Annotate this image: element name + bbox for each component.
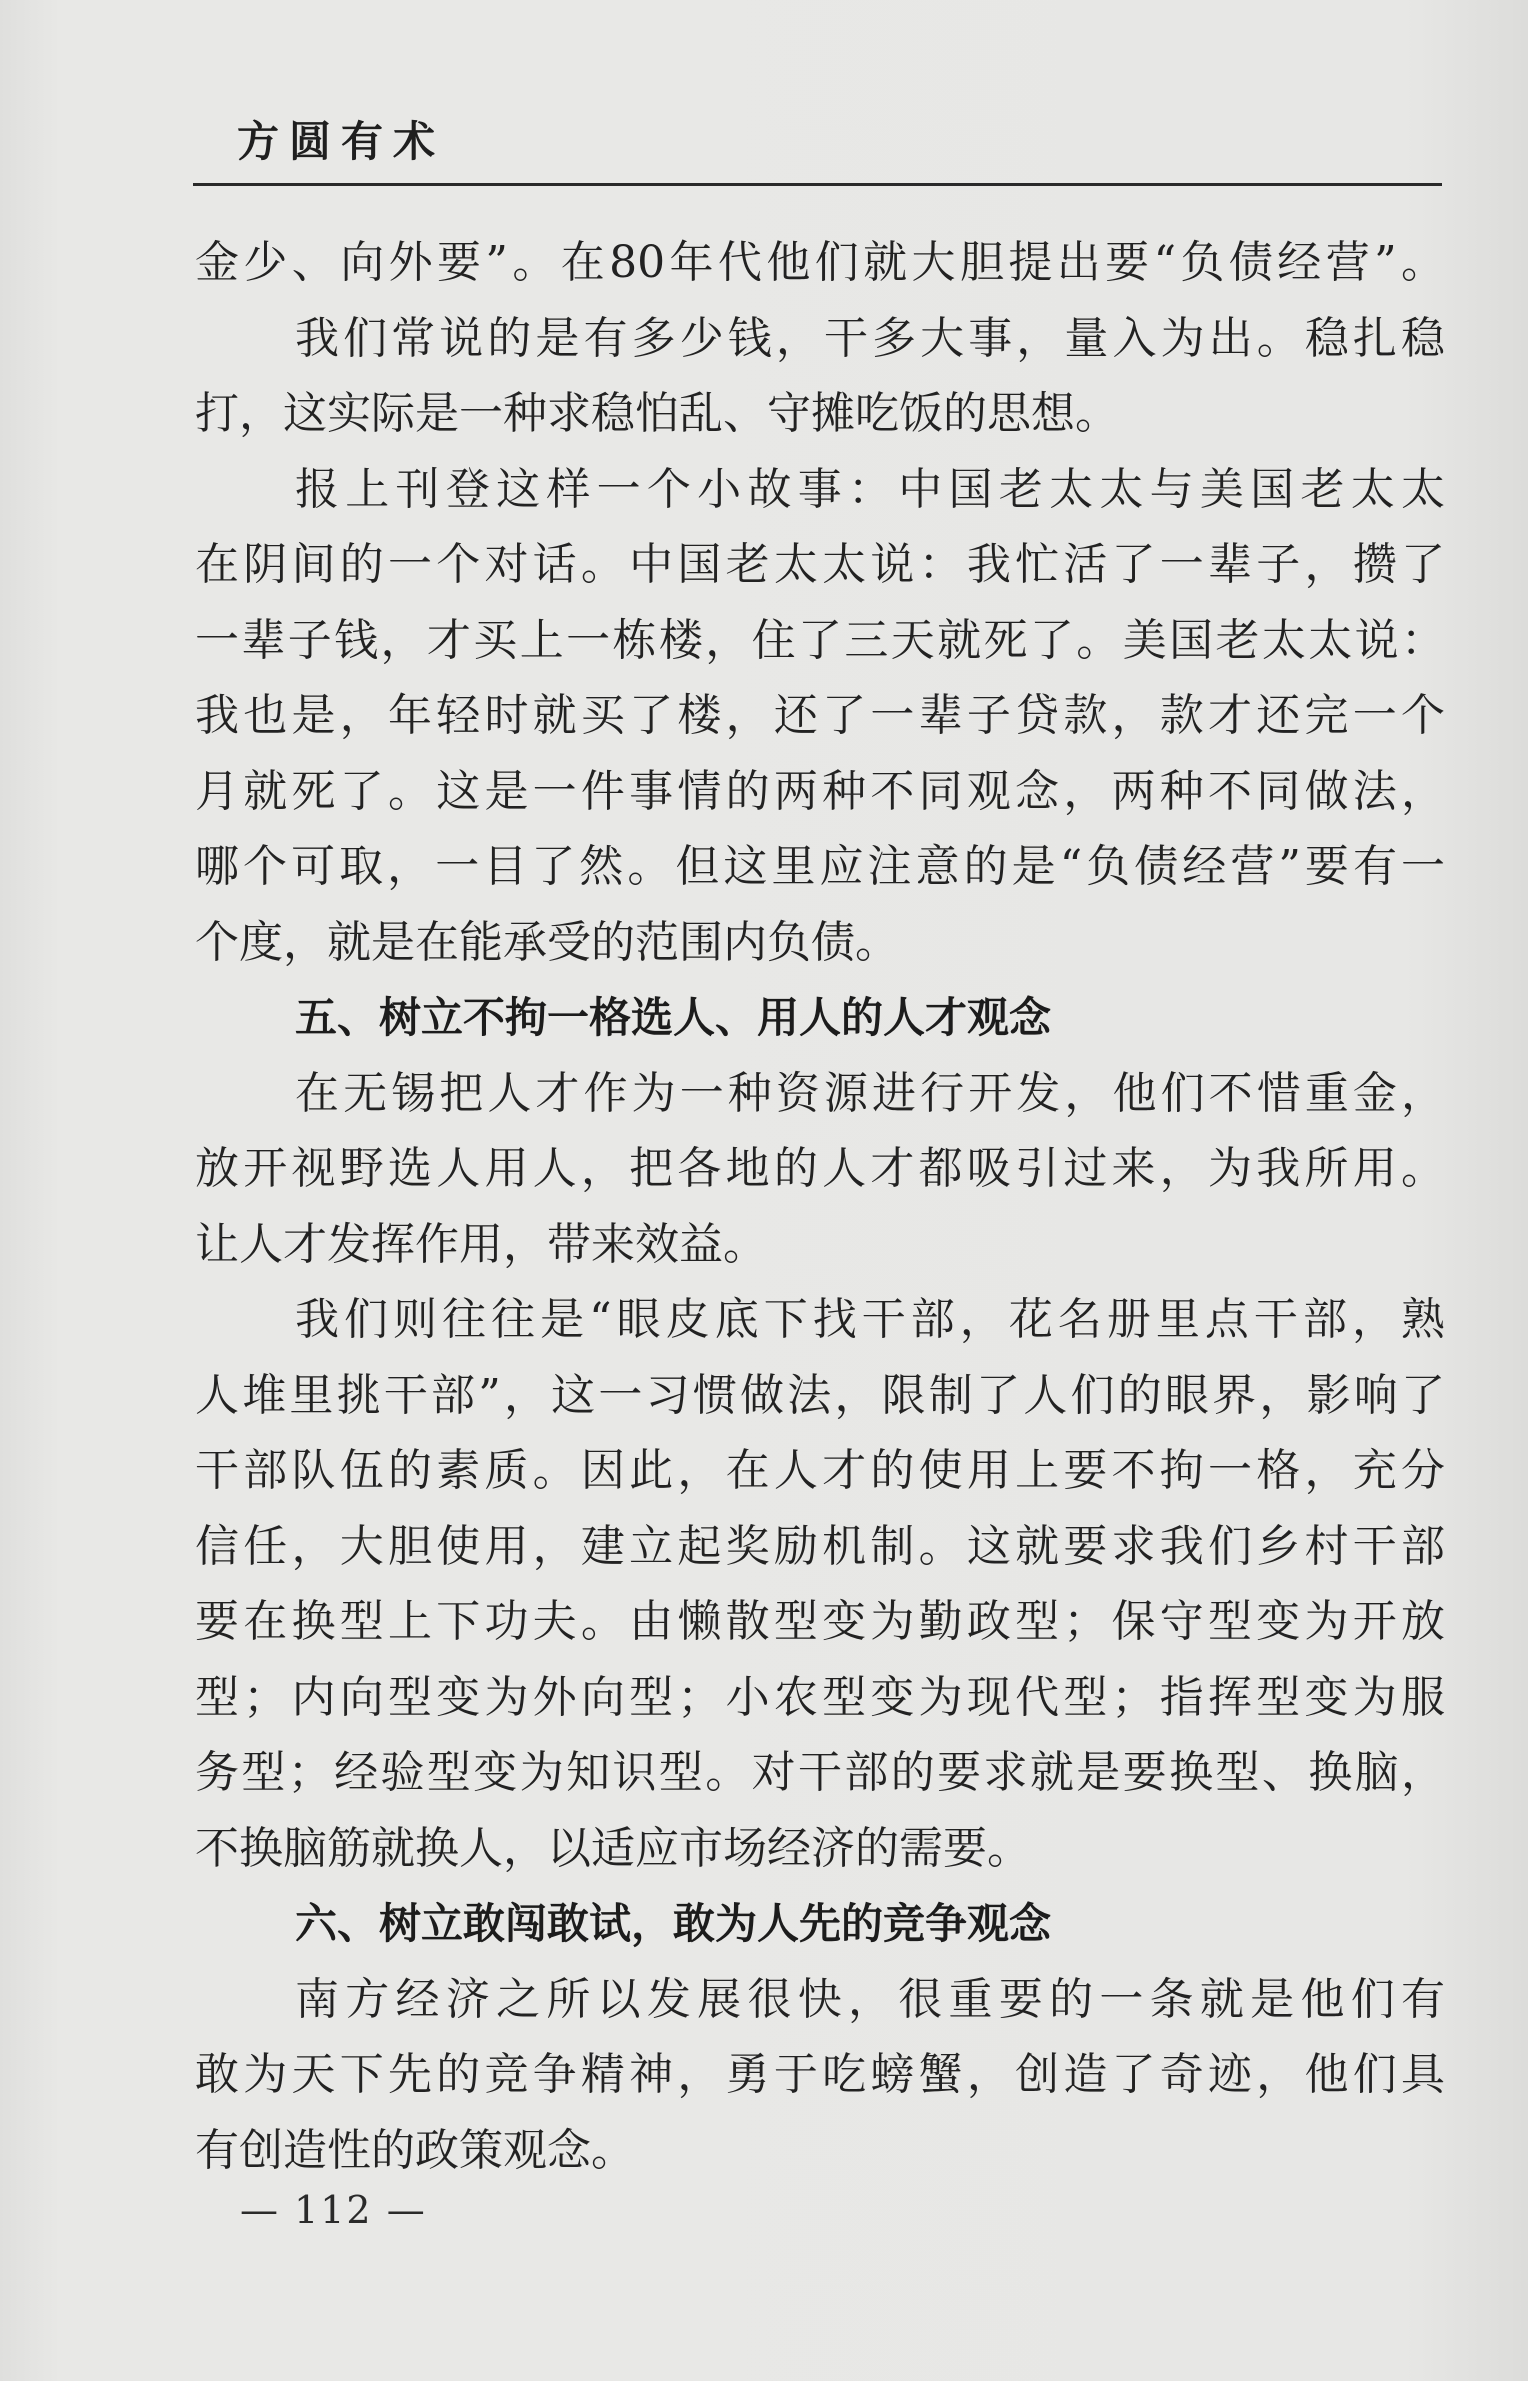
text-line: 干部队伍的素质。因此，在人才的使用上要不拘一格，充分: [195, 1445, 1445, 1496]
body-text: [195, 225, 1445, 2188]
page-number: — 112 —: [240, 2188, 427, 2232]
text-line: 敢为天下先的竞争精神，勇于吃螃蟹，创造了奇迹，他们具: [195, 2049, 1445, 2100]
text-line: 一辈子钱，才买上一栋楼，住了三天就死了。美国老太太说：: [195, 614, 1445, 666]
text-line: 哪个可取，一目了然。但这里应注意的是“负债经营”要有一: [195, 841, 1445, 892]
text-line: 金少、向外要”。在80年代他们就大胆提出要“负债经营”。: [195, 237, 1445, 288]
text-line: 在阴间的一个对话。中国老太太说：我忙活了一辈子，攒了: [195, 539, 1445, 590]
paragraph-end-line: 不换脑筋就换人，以适应市场经济的需要。: [195, 1822, 1031, 1874]
text-line: 务型；经验型变为知识型。对干部的要求就是要换型、换脑，: [195, 1747, 1445, 1798]
paragraph-start-line: 南方经济之所以发展很快，很重要的一条就是他们有: [295, 1973, 1445, 2025]
paragraph-start-line: 在无锡把人才作为一种资源进行开发，他们不惜重金，: [295, 1067, 1445, 1119]
text-line: 人堆里挑干部”，这一习惯做法，限制了人们的眼界，影响了: [195, 1369, 1445, 1421]
running-header-title: 方圆有术: [237, 117, 446, 166]
text-line: 月就死了。这是一件事情的两种不同观念，两种不同做法，: [195, 765, 1445, 817]
section-heading: 六、树立敢闯敢试，敢为人先的竞争观念: [295, 1899, 1052, 1948]
paragraph-start-line: 我们常说的是有多少钱，干多大事，量入为出。稳扎稳: [295, 312, 1445, 364]
header-rule: [193, 183, 1442, 186]
text-line: 信任，大胆使用，建立起奖励机制。这就要求我们乡村干部: [195, 1520, 1445, 1572]
text-line: 放开视野选人用人，把各地的人才都吸引过来，为我所用。: [195, 1143, 1445, 1194]
paragraph-start-line: 我们则往往是“眼皮底下找干部，花名册里点干部，熟: [295, 1294, 1445, 1345]
paragraph-end-line: 打，这实际是一种求稳怕乱、守摊吃饭的思想。: [195, 388, 1119, 439]
section-heading: 五、树立不拘一格选人、用人的人才观念: [295, 993, 1052, 1042]
text-line: 型；内向型变为外向型；小农型变为现代型；指挥型变为服: [195, 1671, 1445, 1723]
text-line: 要在换型上下功夫。由懒散型变为勤政型；保守型变为开放: [195, 1596, 1445, 1647]
paragraph-start-line: 报上刊登这样一个小故事：中国老太太与美国老太太: [295, 463, 1445, 515]
paragraph-end-line: 让人才发挥作用，带来效益。: [195, 1218, 767, 1270]
paragraph-end-line: 个度，就是在能承受的范围内负债。: [195, 916, 899, 968]
text-line: 我也是，年轻时就买了楼，还了一辈子贷款，款才还完一个: [195, 690, 1445, 741]
paragraph-end-line: 有创造性的政策观念。: [195, 2124, 635, 2176]
